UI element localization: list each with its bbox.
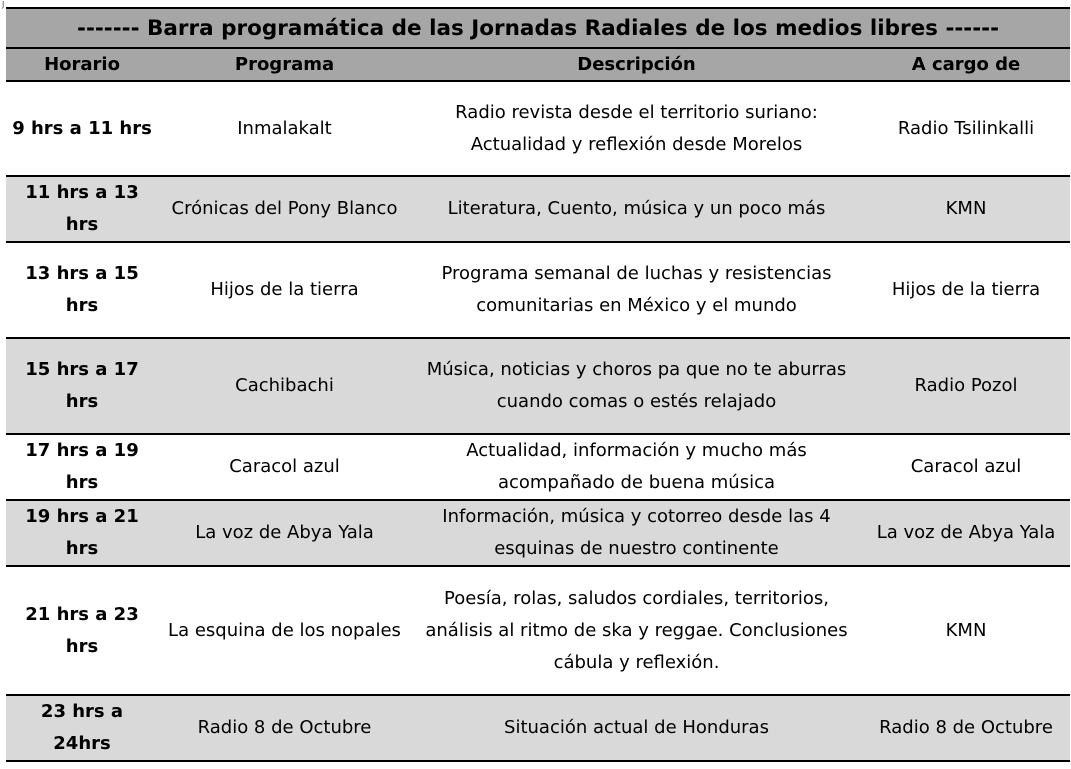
cell-a-cargo: Radio Pozol xyxy=(862,338,1070,434)
cell-a-cargo: Hijos de la tierra xyxy=(862,242,1070,338)
cell-descripcion: Radio revista desde el territorio suriano: Actualidad y reflexión desde Morelos xyxy=(411,81,862,176)
cell-a-cargo: La voz de Abya Yala xyxy=(862,500,1070,566)
schedule-table xyxy=(6,7,1070,762)
column-header-descripcion: Descripción xyxy=(411,48,862,81)
cell-programa: Hijos de la tierra xyxy=(158,242,411,338)
cell-horario: 23 hrs a 24hrs xyxy=(6,695,158,761)
table-row xyxy=(6,566,1070,695)
cell-horario: 9 hrs a 11 hrs xyxy=(6,81,158,176)
cell-descripcion: Poesía, rolas, saludos cordiales, territorios, análisis al ritmo de ska y reggae. Conclusiones cábula y reflexión. xyxy=(411,566,862,695)
cell-descripcion: Información, música y cotorreo desde las 4 esquinas de nuestro continente xyxy=(411,500,862,566)
cell-descripcion: Literatura, Cuento, música y un poco más xyxy=(411,176,862,242)
cell-horario: 19 hrs a 21 hrs xyxy=(6,500,158,566)
table-row xyxy=(6,500,1070,566)
table-row xyxy=(6,176,1070,242)
cell-programa: Cachibachi xyxy=(158,338,411,434)
column-header-a-cargo: A cargo de xyxy=(862,48,1070,81)
cell-programa: La esquina de los nopales xyxy=(158,566,411,695)
cell-horario: 17 hrs a 19 hrs xyxy=(6,434,158,500)
corner-mark: J xyxy=(2,0,5,9)
cell-a-cargo: Caracol azul xyxy=(862,434,1070,500)
header-row xyxy=(6,48,1070,81)
title-row xyxy=(6,8,1070,48)
table-row xyxy=(6,81,1070,176)
cell-horario: 13 hrs a 15 hrs xyxy=(6,242,158,338)
cell-descripcion: Situación actual de Honduras xyxy=(411,695,862,761)
cell-descripcion: Programa semanal de luchas y resistencias comunitarias en México y el mundo xyxy=(411,242,862,338)
cell-descripcion: Música, noticias y choros pa que no te aburras cuando comas o estés relajado xyxy=(411,338,862,434)
table-title: ------- Barra programática de las Jornadas Radiales de los medios libres ------ xyxy=(6,8,1070,48)
table-row xyxy=(6,434,1070,500)
cell-a-cargo: Radio Tsilinkalli xyxy=(862,81,1070,176)
cell-horario: 21 hrs a 23 hrs xyxy=(6,566,158,695)
cell-programa: Caracol azul xyxy=(158,434,411,500)
cell-horario: 11 hrs a 13 hrs xyxy=(6,176,158,242)
column-header-horario: Horario xyxy=(6,48,158,81)
cell-horario: 15 hrs a 17 hrs xyxy=(6,338,158,434)
cell-programa: Inmalakalt xyxy=(158,81,411,176)
cell-programa: Radio 8 de Octubre xyxy=(158,695,411,761)
cell-programa: La voz de Abya Yala xyxy=(158,500,411,566)
cell-descripcion: Actualidad, información y mucho más acompañado de buena música xyxy=(411,434,862,500)
column-header-programa: Programa xyxy=(158,48,411,81)
cell-programa: Crónicas del Pony Blanco xyxy=(158,176,411,242)
table-row xyxy=(6,242,1070,338)
cell-a-cargo: KMN xyxy=(862,176,1070,242)
cell-a-cargo: Radio 8 de Octubre xyxy=(862,695,1070,761)
cell-a-cargo: KMN xyxy=(862,566,1070,695)
table-row xyxy=(6,338,1070,434)
table-row xyxy=(6,695,1070,761)
